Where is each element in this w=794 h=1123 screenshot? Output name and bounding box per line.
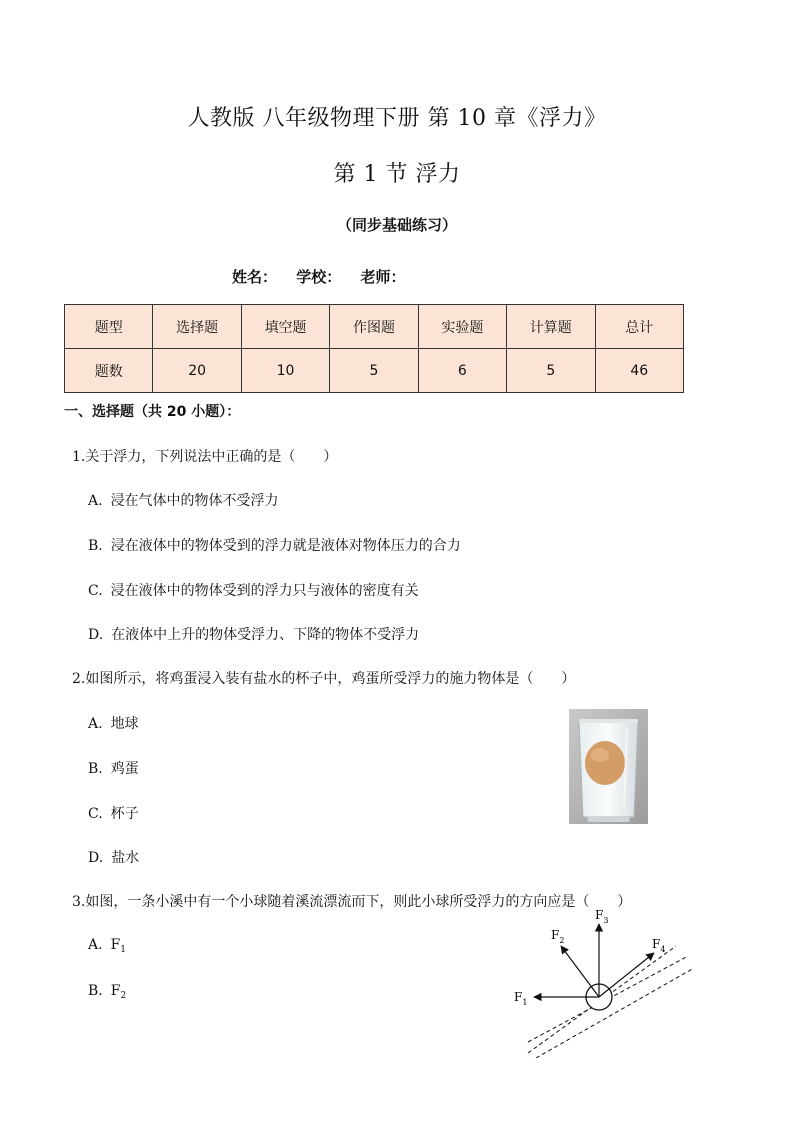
option-tag: A. bbox=[88, 937, 103, 953]
option-tag: C. bbox=[88, 583, 103, 599]
force-label-f1: $F_1$ bbox=[514, 990, 528, 1007]
force-label-f3: $F_3$ bbox=[595, 908, 609, 925]
table-cell: 总计 bbox=[595, 305, 684, 349]
option-text: 在液体中上升的物体受浮力、下降的物体不受浮力 bbox=[111, 627, 420, 643]
option-item[interactable] bbox=[88, 580, 419, 600]
table-cell: 计算题 bbox=[507, 305, 595, 349]
option-tag: D. bbox=[88, 627, 104, 643]
option-item[interactable] bbox=[88, 624, 419, 644]
option-text: F bbox=[110, 983, 121, 999]
table-cell: 作图题 bbox=[330, 305, 418, 349]
option-tag: C. bbox=[88, 806, 103, 822]
option-text: F bbox=[110, 937, 121, 953]
school-label: 学校： bbox=[296, 268, 342, 286]
option-tag: A. bbox=[88, 716, 103, 732]
table-row bbox=[65, 349, 684, 393]
option-text: 杯子 bbox=[110, 806, 139, 822]
option-tag: A. bbox=[88, 493, 103, 509]
option-text: 地球 bbox=[110, 716, 139, 732]
question-stem: 3.如图，一条小溪中有一个小球随着溪流漂流而下，则此小球所受浮力的方向应是（ ） bbox=[72, 894, 632, 910]
option-text: 浸在液体中的物体受到的浮力就是液体对物体压力的合力 bbox=[110, 538, 461, 554]
option-item[interactable] bbox=[88, 490, 279, 510]
table-cell: 选择题 bbox=[153, 305, 241, 349]
option-item[interactable] bbox=[88, 937, 126, 955]
egg-in-glass-image bbox=[569, 709, 648, 824]
table-cell: 题型 bbox=[65, 305, 153, 349]
question-stem: 2.如图所示，将鸡蛋浸入装有盐水的杯子中，鸡蛋所受浮力的施力物体是（ ） bbox=[72, 671, 576, 687]
table-cell: 20 bbox=[153, 349, 241, 393]
table-cell: 5 bbox=[507, 349, 595, 393]
option-text: 鸡蛋 bbox=[110, 761, 139, 777]
option-item[interactable] bbox=[88, 713, 139, 733]
option-tag: B. bbox=[88, 983, 103, 999]
force-arrow-f2 bbox=[561, 946, 599, 997]
stream-line bbox=[536, 968, 694, 1058]
option-tag: D. bbox=[88, 850, 104, 866]
question-summary-table bbox=[64, 304, 684, 393]
option-tag: B. bbox=[88, 538, 103, 554]
force-label-f4: $F_4$ bbox=[652, 937, 666, 954]
section-subtitle: 第 1 节 浮力 bbox=[333, 162, 461, 187]
table-cell: 实验题 bbox=[418, 305, 506, 349]
option-text: 盐水 bbox=[111, 850, 140, 866]
name-label: 姓名： bbox=[232, 268, 278, 286]
option-text: 浸在气体中的物体不受浮力 bbox=[110, 493, 279, 509]
option-item[interactable] bbox=[88, 983, 126, 1001]
force-arrow-f4 bbox=[599, 953, 654, 997]
option-subscript: 2 bbox=[120, 991, 127, 1001]
section-heading: 一、选择题（共 20 小题）： bbox=[64, 404, 241, 420]
question-stem: 1.关于浮力，下列说法中正确的是（ ） bbox=[72, 449, 338, 465]
student-info bbox=[232, 266, 420, 287]
force-direction-diagram bbox=[506, 906, 706, 1058]
exercise-tag: （同步基础练习） bbox=[336, 216, 457, 234]
option-item[interactable] bbox=[88, 535, 461, 555]
table-cell: 6 bbox=[418, 349, 506, 393]
option-subscript: 1 bbox=[120, 945, 127, 955]
table-cell: 10 bbox=[241, 349, 329, 393]
option-item[interactable] bbox=[88, 803, 139, 823]
table-header-row bbox=[65, 305, 684, 349]
option-text: 浸在液体中的物体受到的浮力只与液体的密度有关 bbox=[110, 583, 419, 599]
table-cell: 填空题 bbox=[241, 305, 329, 349]
teacher-label: 老师： bbox=[360, 268, 406, 286]
table-cell: 46 bbox=[595, 349, 684, 393]
option-item[interactable] bbox=[88, 758, 139, 778]
option-item[interactable] bbox=[88, 847, 139, 867]
table-cell: 5 bbox=[330, 349, 418, 393]
table-cell: 题数 bbox=[65, 349, 153, 393]
document-title: 人教版 八年级物理下册 第 10 章《浮力》 bbox=[187, 106, 607, 131]
option-tag: B. bbox=[88, 761, 103, 777]
force-label-f2: $F_2$ bbox=[551, 928, 565, 945]
